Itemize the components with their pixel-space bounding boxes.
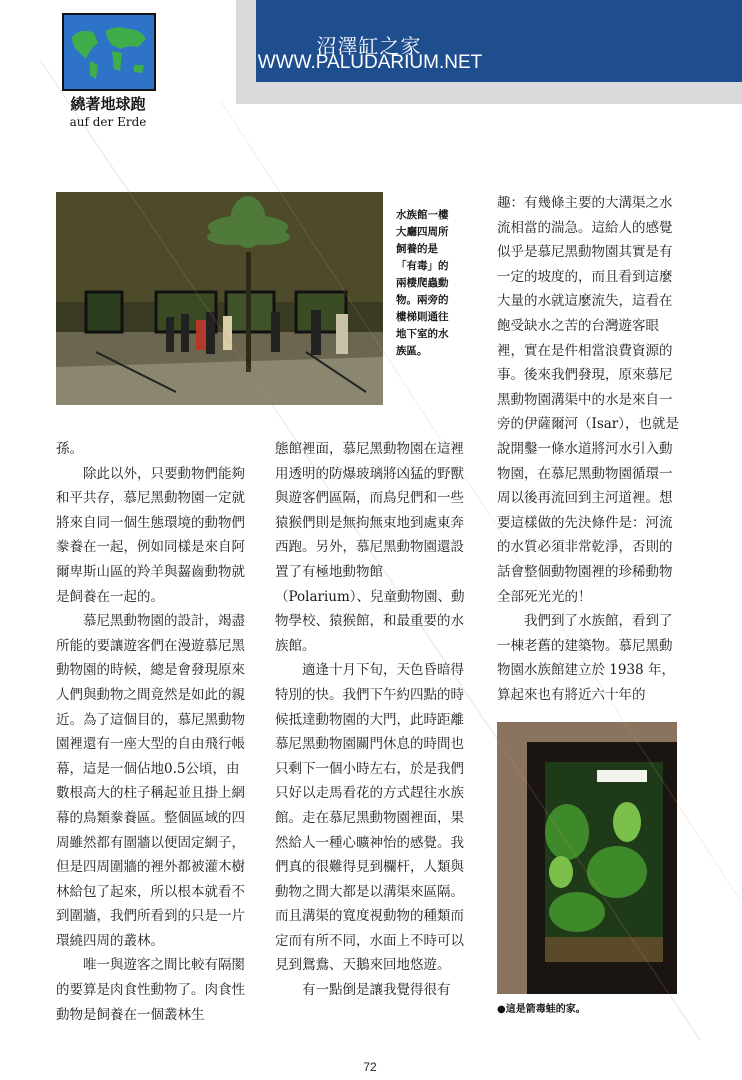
aquarium-hall-photo: [56, 192, 383, 405]
text-column-3: [497, 191, 685, 707]
top-photo-caption: 水族館一樓大廳四周所飼養的是「有毒」的兩棲爬蟲動物。兩旁的樓梯則通往地下室的水族區。: [396, 209, 449, 357]
section-title-chinese: 繞著地球跑: [70, 95, 146, 113]
text-column-2: [275, 437, 465, 1003]
dart-frog-terrarium-photo: [497, 722, 677, 994]
paragraph: 我們到了水族館，看到了一棟老舊的建築物。慕尼黑動物園水族館建立於 1938 年，算起來也有將近六十年的: [497, 613, 675, 703]
paragraph: 慕尼黑動物園的設計，竭盡所能的要讓遊客們在漫遊慕尼黑動物園的時候，總是會發現原來人們與動物之間竟然是如此的親近。為了這個目的，慕尼黑動物園裡還有一座大型的自由飛行帳幕，這是一個佔地0.5公頃，由數根高大的柱子稱起並且掛上網幕的鳥類豢養區。整個區域的四周雖然都有圍牆以便固定網子，但是四周圍牆的裡外都被灌木樹林給包了起來，所以根本就看不到圍牆，我們所看到的只是一片環繞四周的叢林。: [56, 613, 245, 949]
paragraph: 有一點倒是讓我覺得很有: [302, 982, 451, 999]
text-column-1: [56, 437, 246, 1027]
globe-icon: [62, 13, 156, 91]
paragraph: 唯一與遊客之間比較有隔閡的要算是肉食性動物了。肉食性動物是飼養在一個叢林生: [56, 957, 245, 1023]
site-name: 沼澤缸之家: [316, 34, 422, 58]
site-url: WWW.PALUDARIUM.NET: [257, 52, 483, 73]
paragraph: 態館裡面，慕尼黑動物園在這裡用透明的防爆玻璃將凶猛的野獸與遊客們區隔，而鳥兒們和一些猿猴們則是無拘無束地到處東奔西跑。另外，慕尼黑動物園還設置了有極地動物館（Polarium）、兒童動物園、動物學校、猿猴館，和最重要的水族館。: [275, 441, 465, 654]
paragraph: 適逢十月下旬，天色昏暗得特別的快。我們下午約四點的時候抵達動物園的大門，此時距離慕尼黑動物園關門休息的時間也只剩下一個小時左右，於是我們只好以走馬看花的方式趕往水族館。走在慕尼黑動物園裡面，果然給人一種心曠神怡的感覺。我們真的很難得見到欄杆，人類與動物之間大都是以溝渠來區隔。而且溝渠的寬度視動物的種類而定而有所不同，水面上不時可以見到鴛鴦、天鵝來回地悠遊。: [275, 662, 464, 974]
bottom-photo-caption: ●這是箭毒蛙的家。: [497, 1004, 586, 1015]
paragraph: 趣：有幾條主要的大溝渠之水流相當的湍急。這給人的感覺似乎是慕尼黑動物園其實是有一定的坡度的，而且看到這麼大量的水就這麼流失，這看在飽受缺水之苦的台灣遊客眼裡，實在是件相當浪費資源的事。後來我們發現，原來慕尼黑動物園溝渠中的水是來自一旁的伊薩爾河（Isar），也就是說開鑿一條水道將河水引入動物園，在慕尼黑動物園循環一周以後再流回到主河道裡。想要這樣做的先決條件是：河流的水質必須非常乾淨，否則的話會整個動物園裡的珍稀動物全部死光光的！: [497, 195, 680, 605]
page-number: 72: [363, 1060, 377, 1074]
paragraph: 孫。: [56, 441, 83, 457]
section-title-german: auf der Erde: [69, 115, 147, 129]
paragraph: 除此以外，只要動物們能夠和平共存，慕尼黑動物園一定就將來自同一個生態環境的動物們豢養在一起，例如同樣是來自阿爾卑斯山區的羚羊與齧齒動物就是飼養在一起的。: [56, 465, 245, 605]
